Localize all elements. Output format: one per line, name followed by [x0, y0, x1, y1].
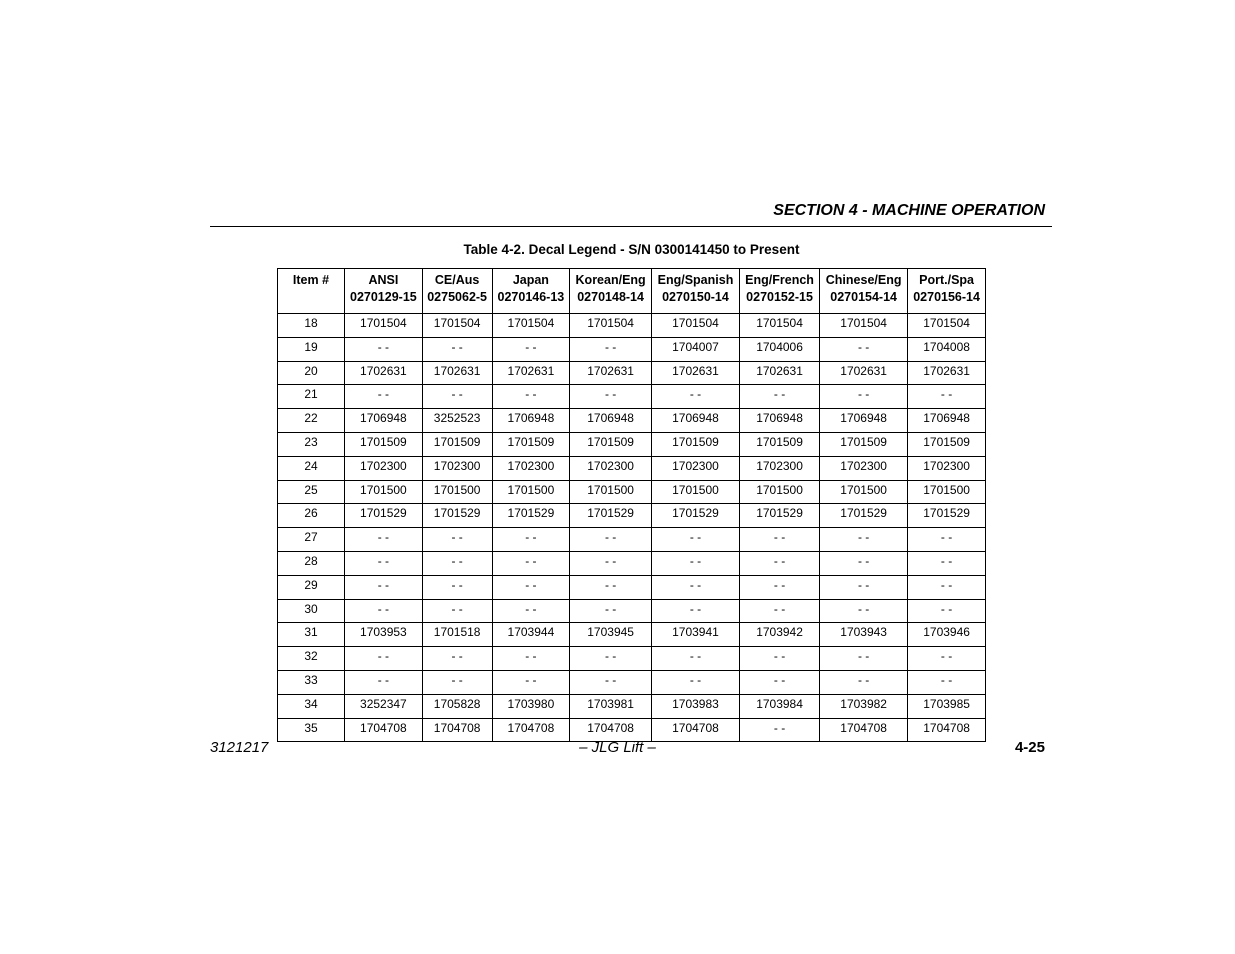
decal-part-cell: - -: [651, 647, 739, 671]
column-header-name: Item #: [292, 273, 330, 287]
decal-legend-table: [277, 268, 986, 742]
decal-part-cell: 1702300: [908, 456, 986, 480]
table-row: [278, 361, 986, 385]
item-number-cell: 33: [278, 670, 345, 694]
table-row: [278, 409, 986, 433]
item-number-cell: 35: [278, 718, 345, 742]
item-number-cell: 28: [278, 551, 345, 575]
decal-part-cell: - -: [492, 551, 570, 575]
decal-part-cell: - -: [651, 385, 739, 409]
column-header-name: Eng/Spanish: [657, 273, 734, 287]
decal-part-cell: 3252347: [345, 694, 423, 718]
decal-part-cell: 1701529: [740, 504, 820, 528]
decal-part-cell: 1704006: [740, 337, 820, 361]
decal-part-cell: 1701500: [740, 480, 820, 504]
decal-part-cell: 1701509: [740, 432, 820, 456]
column-header-name: ANSI: [368, 273, 399, 287]
decal-part-cell: 1701529: [345, 504, 423, 528]
column-header: [278, 269, 345, 314]
decal-part-cell: 1701509: [422, 432, 492, 456]
decal-part-cell: - -: [422, 670, 492, 694]
decal-part-cell: 1701504: [570, 314, 652, 338]
decal-part-cell: 1701504: [492, 314, 570, 338]
table-row: [278, 314, 986, 338]
decal-part-cell: 1706948: [908, 409, 986, 433]
decal-part-cell: 1701500: [345, 480, 423, 504]
decal-part-cell: - -: [908, 385, 986, 409]
decal-part-cell: - -: [345, 337, 423, 361]
column-header-name: Korean/Eng: [575, 273, 646, 287]
decal-part-cell: 1704008: [908, 337, 986, 361]
column-header: [570, 269, 652, 314]
decal-part-cell: 1702300: [651, 456, 739, 480]
decal-part-cell: 1704708: [570, 718, 652, 742]
column-header-part-number: 0270146-13: [497, 290, 565, 304]
decal-part-cell: 1703980: [492, 694, 570, 718]
decal-part-cell: - -: [422, 599, 492, 623]
column-header-part-number: 0275062-5: [427, 290, 488, 304]
decal-part-cell: 1703944: [492, 623, 570, 647]
table-header-row: [278, 269, 986, 314]
decal-part-cell: 1702300: [820, 456, 908, 480]
table-row: [278, 694, 986, 718]
decal-part-cell: 1701504: [908, 314, 986, 338]
decal-part-cell: - -: [651, 575, 739, 599]
decal-part-cell: - -: [740, 551, 820, 575]
decal-part-cell: 1702631: [345, 361, 423, 385]
decal-part-cell: - -: [651, 528, 739, 552]
decal-part-cell: 1701500: [422, 480, 492, 504]
decal-part-cell: - -: [651, 599, 739, 623]
decal-part-cell: - -: [422, 385, 492, 409]
column-header-part-number: 0270129-15: [350, 290, 417, 304]
item-number-cell: 24: [278, 456, 345, 480]
decal-part-cell: 1701529: [908, 504, 986, 528]
item-number-cell: 27: [278, 528, 345, 552]
decal-part-cell: - -: [820, 599, 908, 623]
decal-part-cell: - -: [422, 647, 492, 671]
decal-part-cell: 1706948: [651, 409, 739, 433]
decal-part-cell: 1703942: [740, 623, 820, 647]
decal-part-cell: 1701500: [820, 480, 908, 504]
table-body: [278, 314, 986, 742]
decal-part-cell: - -: [820, 647, 908, 671]
decal-part-cell: 1701509: [345, 432, 423, 456]
decal-part-cell: - -: [345, 385, 423, 409]
table-row: [278, 623, 986, 647]
table-caption: Table 4-2. Decal Legend - S/N 0300141450 to Present: [463, 242, 800, 257]
decal-part-cell: - -: [908, 647, 986, 671]
decal-part-cell: - -: [570, 670, 652, 694]
column-header-part-number: 0270148-14: [577, 290, 644, 304]
decal-part-cell: - -: [570, 528, 652, 552]
decal-part-cell: 1702300: [570, 456, 652, 480]
item-number-cell: 29: [278, 575, 345, 599]
decal-part-cell: 1701500: [651, 480, 739, 504]
decal-part-cell: 1701518: [422, 623, 492, 647]
decal-part-cell: 1701504: [820, 314, 908, 338]
section-title: SECTION 4 - MACHINE OPERATION: [773, 202, 1045, 219]
table-row: [278, 385, 986, 409]
decal-part-cell: 1701529: [492, 504, 570, 528]
column-header: [492, 269, 570, 314]
decal-part-cell: 1702300: [422, 456, 492, 480]
column-header: [651, 269, 739, 314]
decal-part-cell: 1703983: [651, 694, 739, 718]
decal-part-cell: 1701509: [492, 432, 570, 456]
decal-part-cell: 1703984: [740, 694, 820, 718]
item-number-cell: 18: [278, 314, 345, 338]
decal-part-cell: - -: [492, 599, 570, 623]
decal-part-cell: - -: [908, 599, 986, 623]
table-row: [278, 504, 986, 528]
item-number-cell: 19: [278, 337, 345, 361]
decal-part-cell: - -: [492, 337, 570, 361]
decal-part-cell: - -: [820, 670, 908, 694]
decal-part-cell: 1701500: [492, 480, 570, 504]
decal-part-cell: - -: [570, 647, 652, 671]
decal-part-cell: - -: [651, 551, 739, 575]
decal-part-cell: 1701504: [345, 314, 423, 338]
decal-part-cell: 1705828: [422, 694, 492, 718]
column-header-name: CE/Aus: [434, 273, 480, 287]
decal-part-cell: 1702300: [492, 456, 570, 480]
decal-part-cell: 1703941: [651, 623, 739, 647]
decal-part-cell: 1702300: [345, 456, 423, 480]
decal-part-cell: 1704708: [422, 718, 492, 742]
table-row: [278, 528, 986, 552]
decal-part-cell: 1702631: [820, 361, 908, 385]
column-header-part-number: 0270156-14: [913, 290, 980, 304]
decal-part-cell: - -: [908, 575, 986, 599]
decal-part-cell: 1703982: [820, 694, 908, 718]
decal-part-cell: 1706948: [740, 409, 820, 433]
decal-part-cell: 1704708: [345, 718, 423, 742]
page-number: 4-25: [1014, 739, 1045, 756]
item-number-cell: 22: [278, 409, 345, 433]
decal-part-cell: 1701529: [422, 504, 492, 528]
decal-part-cell: 1703953: [345, 623, 423, 647]
decal-part-cell: - -: [820, 551, 908, 575]
column-header: [820, 269, 908, 314]
decal-part-cell: 1701529: [570, 504, 652, 528]
decal-part-cell: - -: [570, 385, 652, 409]
decal-part-cell: - -: [740, 575, 820, 599]
table-row: [278, 480, 986, 504]
decal-part-cell: 1704007: [651, 337, 739, 361]
decal-part-cell: - -: [908, 551, 986, 575]
column-header-name: Japan: [512, 273, 549, 287]
decal-part-cell: - -: [740, 647, 820, 671]
decal-part-cell: 1701529: [651, 504, 739, 528]
decal-part-cell: - -: [740, 599, 820, 623]
column-header-part-number: 0270154-14: [830, 290, 897, 304]
decal-part-cell: - -: [422, 575, 492, 599]
decal-part-cell: - -: [820, 337, 908, 361]
decal-part-cell: - -: [345, 647, 423, 671]
decal-part-cell: 1703946: [908, 623, 986, 647]
decal-part-cell: 1703943: [820, 623, 908, 647]
decal-part-cell: - -: [492, 385, 570, 409]
decal-part-cell: - -: [345, 528, 423, 552]
decal-part-cell: - -: [651, 670, 739, 694]
table-row: [278, 551, 986, 575]
decal-part-cell: - -: [740, 385, 820, 409]
column-header-name: Eng/French: [745, 273, 814, 287]
decal-part-cell: - -: [908, 528, 986, 552]
table-row: [278, 456, 986, 480]
decal-part-cell: - -: [492, 575, 570, 599]
decal-part-cell: 1702300: [740, 456, 820, 480]
decal-part-cell: 1701529: [820, 504, 908, 528]
column-header: [740, 269, 820, 314]
decal-part-cell: 1701504: [651, 314, 739, 338]
table-row: [278, 670, 986, 694]
header-rule: [210, 226, 1052, 227]
table-row: [278, 647, 986, 671]
decal-part-cell: 1701509: [570, 432, 652, 456]
column-header: [345, 269, 423, 314]
column-header-part-number: 0270152-15: [746, 290, 813, 304]
decal-part-cell: 1701500: [570, 480, 652, 504]
item-number-cell: 21: [278, 385, 345, 409]
decal-part-cell: 1706948: [492, 409, 570, 433]
decal-part-cell: 1706948: [345, 409, 423, 433]
doc-number: 3121217: [210, 739, 269, 756]
decal-part-cell: 1701504: [740, 314, 820, 338]
decal-part-cell: - -: [740, 718, 820, 742]
decal-part-cell: 1703985: [908, 694, 986, 718]
decal-part-cell: 1702631: [651, 361, 739, 385]
decal-part-cell: - -: [820, 528, 908, 552]
decal-part-cell: - -: [422, 337, 492, 361]
decal-part-cell: 1701509: [820, 432, 908, 456]
item-number-cell: 34: [278, 694, 345, 718]
decal-part-cell: - -: [908, 670, 986, 694]
decal-part-cell: - -: [345, 551, 423, 575]
decal-part-cell: 1703981: [570, 694, 652, 718]
item-number-cell: 30: [278, 599, 345, 623]
decal-part-cell: - -: [740, 528, 820, 552]
item-number-cell: 23: [278, 432, 345, 456]
decal-part-cell: 1704708: [651, 718, 739, 742]
decal-part-cell: - -: [345, 575, 423, 599]
column-header: [908, 269, 986, 314]
column-header-name: Port./Spa: [919, 273, 975, 287]
decal-part-cell: 1701509: [908, 432, 986, 456]
table-row: [278, 432, 986, 456]
decal-part-cell: - -: [570, 337, 652, 361]
decal-part-cell: 1701509: [651, 432, 739, 456]
decal-part-cell: 1702631: [740, 361, 820, 385]
decal-part-cell: 1704708: [908, 718, 986, 742]
table-row: [278, 337, 986, 361]
decal-part-cell: 1706948: [820, 409, 908, 433]
decal-part-cell: - -: [570, 551, 652, 575]
decal-part-cell: - -: [570, 599, 652, 623]
decal-part-cell: 1702631: [492, 361, 570, 385]
decal-part-cell: - -: [740, 670, 820, 694]
decal-part-cell: 1702631: [422, 361, 492, 385]
decal-part-cell: - -: [345, 670, 423, 694]
decal-part-cell: 1701500: [908, 480, 986, 504]
column-header-name: Chinese/Eng: [825, 273, 902, 287]
decal-part-cell: - -: [492, 670, 570, 694]
table-row: [278, 575, 986, 599]
table-row: [278, 599, 986, 623]
decal-part-cell: - -: [820, 385, 908, 409]
item-number-cell: 20: [278, 361, 345, 385]
decal-part-cell: - -: [492, 528, 570, 552]
decal-part-cell: 1701504: [422, 314, 492, 338]
decal-part-cell: 1704708: [820, 718, 908, 742]
decal-part-cell: - -: [422, 528, 492, 552]
item-number-cell: 26: [278, 504, 345, 528]
item-number-cell: 31: [278, 623, 345, 647]
decal-part-cell: 3252523: [422, 409, 492, 433]
column-header: [422, 269, 492, 314]
decal-part-cell: 1702631: [570, 361, 652, 385]
decal-part-cell: - -: [422, 551, 492, 575]
decal-part-cell: - -: [820, 575, 908, 599]
footer-title: – JLG Lift –: [579, 739, 656, 756]
decal-part-cell: 1702631: [908, 361, 986, 385]
decal-part-cell: - -: [492, 647, 570, 671]
item-number-cell: 32: [278, 647, 345, 671]
decal-part-cell: - -: [570, 575, 652, 599]
decal-part-cell: 1703945: [570, 623, 652, 647]
decal-part-cell: 1704708: [492, 718, 570, 742]
item-number-cell: 25: [278, 480, 345, 504]
decal-part-cell: 1706948: [570, 409, 652, 433]
decal-part-cell: - -: [345, 599, 423, 623]
column-header-part-number: 0270150-14: [662, 290, 729, 304]
